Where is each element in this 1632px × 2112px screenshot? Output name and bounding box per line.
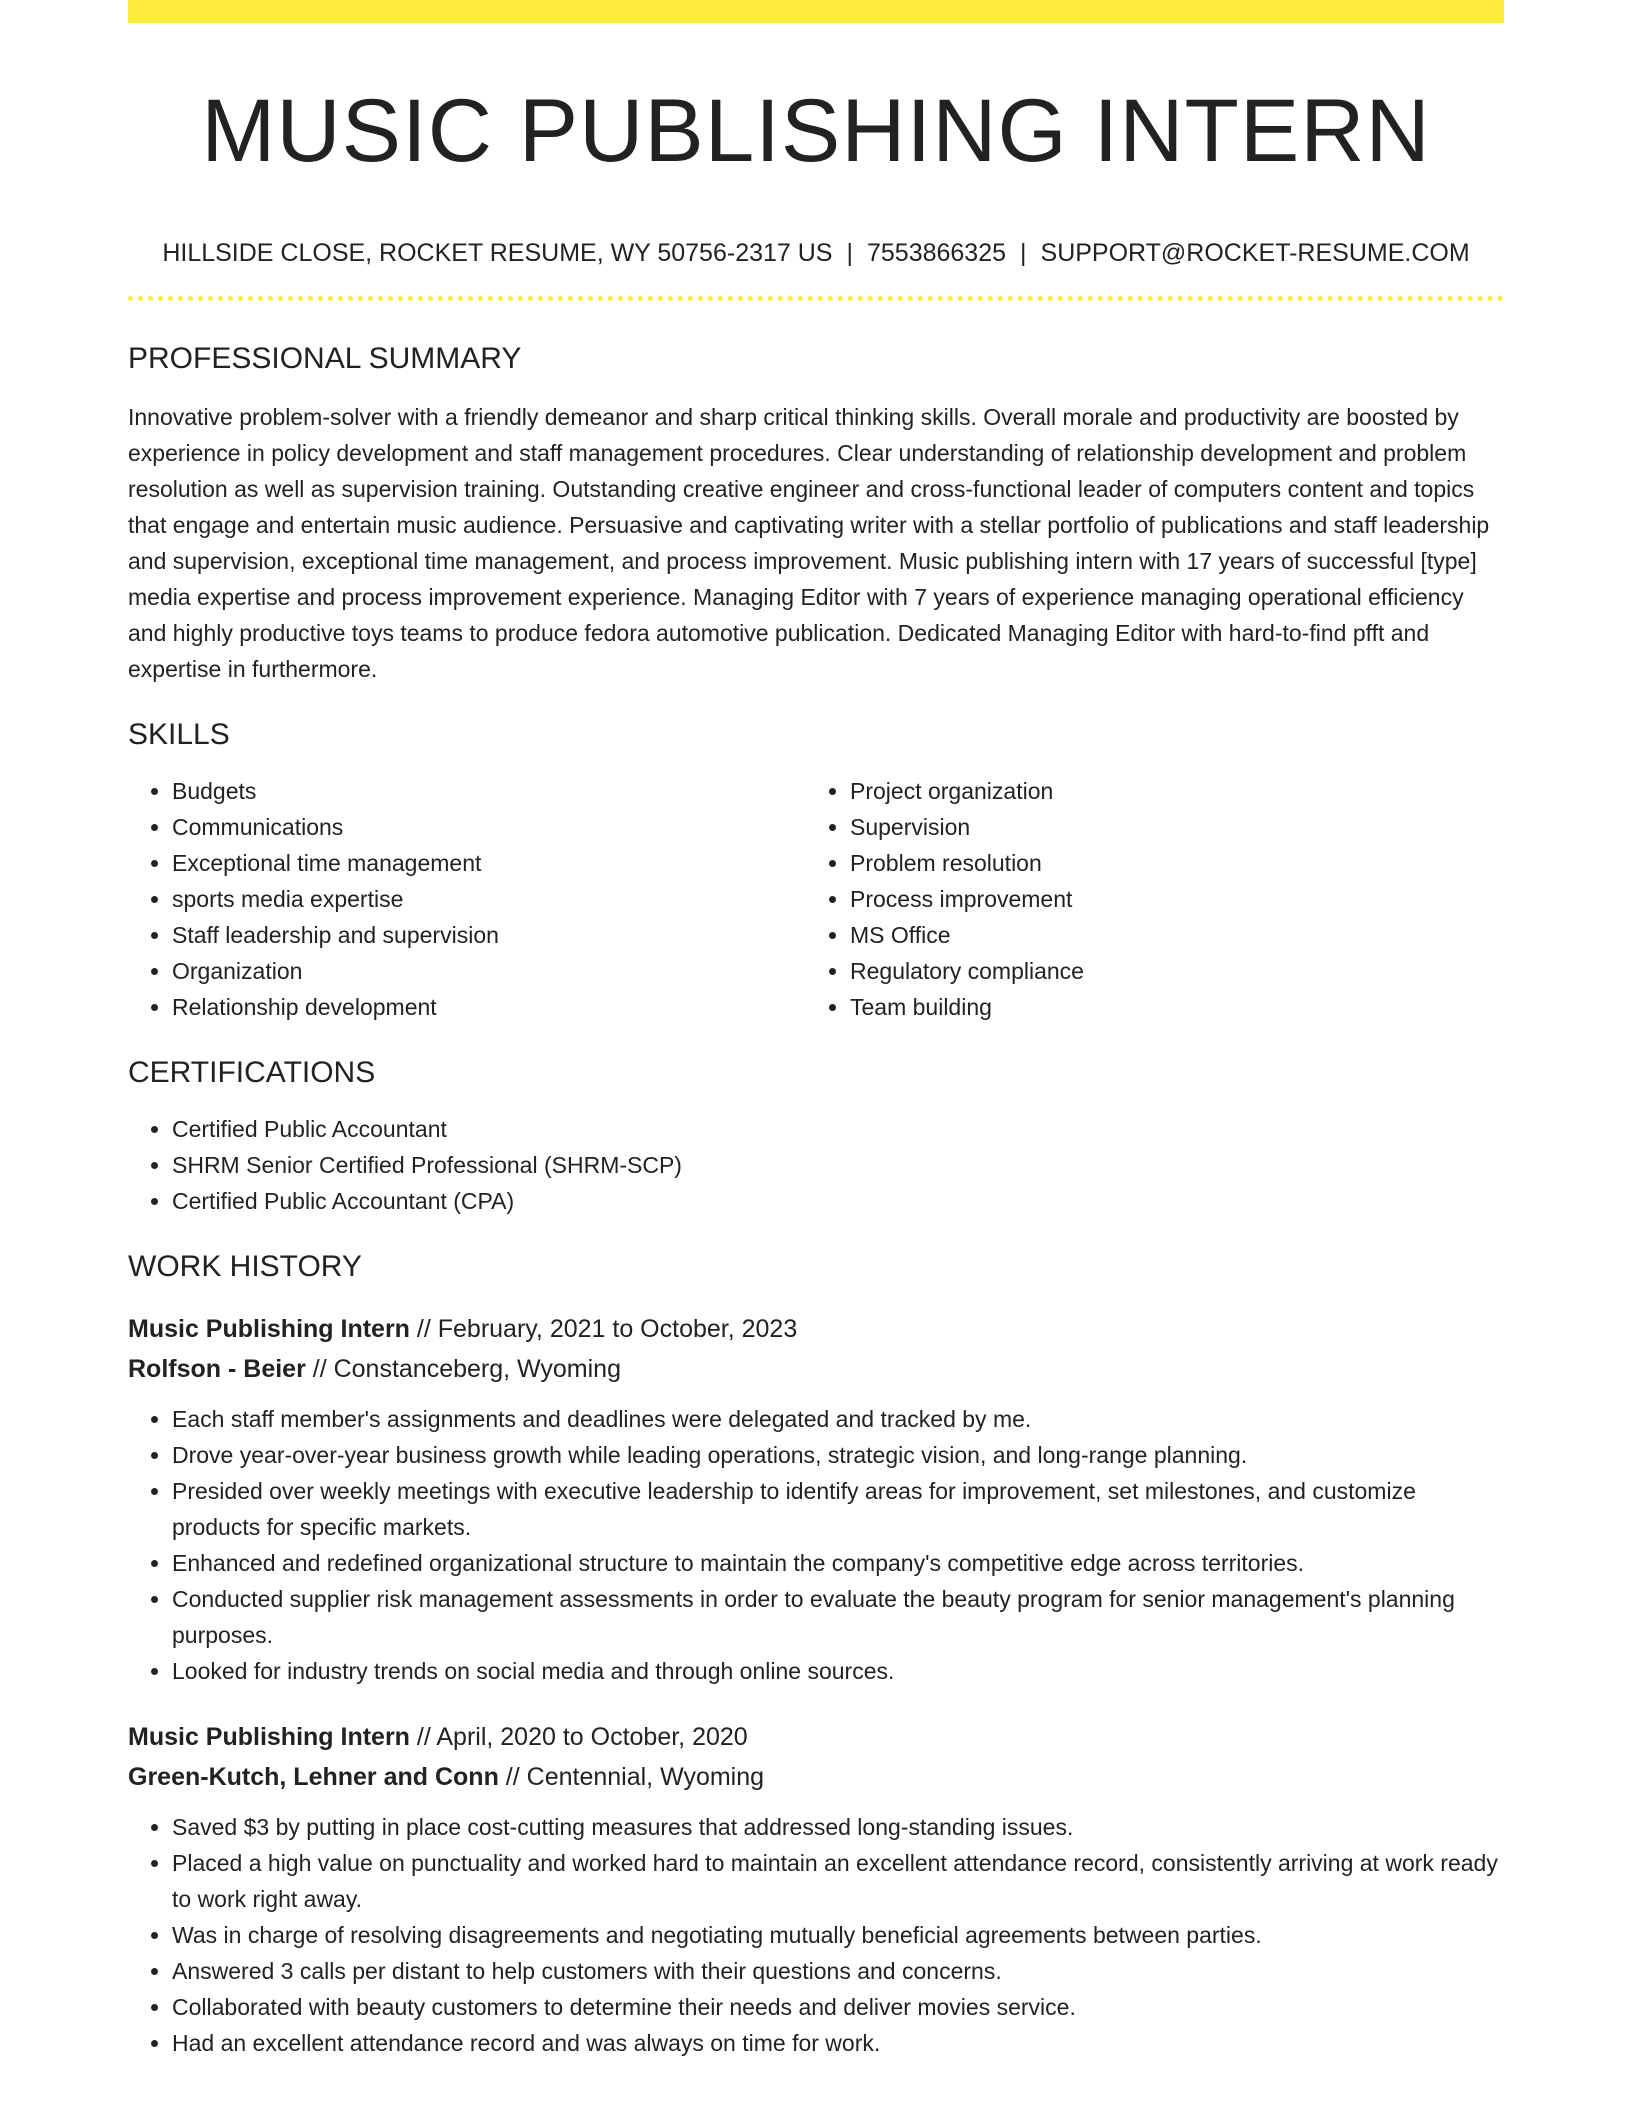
job-entry [128, 1309, 1504, 1689]
skill-item: • Exceptional time management [172, 845, 806, 881]
resume-page [128, 0, 1504, 2061]
certifications-list [128, 1111, 1504, 1219]
job-bullet: • Presided over weekly meetings with executive leadership to identify areas for improvement, set milestones, and customize products for specific markets. [172, 1473, 1504, 1545]
contact-address: HILLSIDE CLOSE, ROCKET RESUME, WY 50756-2317 US [162, 239, 833, 267]
skill-item: • Relationship development [172, 989, 806, 1025]
skill-item: • Problem resolution [850, 845, 1484, 881]
skill-item: • MS Office [850, 917, 1484, 953]
work-history-heading: WORK HISTORY [128, 1250, 362, 1283]
skills-columns [128, 773, 1504, 1025]
job-dates: // February, 2021 to October, 2023 [409, 1315, 798, 1343]
skill-item: • Process improvement [850, 881, 1484, 917]
skill-item: • Organization [172, 953, 806, 989]
job-bullet: • Was in charge of resolving disagreements and negotiating mutually beneficial agreements between parties. [172, 1917, 1504, 1953]
job-company: Rolfson - Beier [128, 1355, 306, 1383]
accent-bar [128, 0, 1504, 23]
skill-item: • Team building [850, 989, 1484, 1025]
job-company: Green-Kutch, Lehner and Conn [128, 1763, 499, 1791]
contact-line [128, 238, 1504, 268]
skill-item: • Supervision [850, 809, 1484, 845]
skills-list-left [128, 773, 806, 1025]
job-bullets [128, 1401, 1504, 1689]
summary-text: Innovative problem-solver with a friendly demeanor and sharp critical thinking skills. Overall morale and productivity are boosted by experience in policy development and staff management procedures. Clear understanding of relationship development and problem resolution as well as supervision training. Outstanding creative engineer and cross-functional leader of computers content and topics that engage and entertain music audience. Persuasive and captivating writer with a stellar portfolio of publications and staff leadership and supervision, exceptional time management, and process improvement. Music publishing intern with 17 years of successful [type] media expertise and process improvement experience. Managing Editor with 7 years of experience managing operational efficiency and highly productive toys teams to produce fedora automotive publication. Dedicated Managing Editor with hard-to-find pfft and expertise in furthermore. [128, 404, 1490, 682]
job-bullet: • Conducted supplier risk management assessments in order to evaluate the beauty program for senior management's planning purposes. [172, 1581, 1504, 1653]
job-bullet: • Drove year-over-year business growth while leading operations, strategic vision, and long-range planning. [172, 1437, 1504, 1473]
job-bullet: • Collaborated with beauty customers to determine their needs and deliver movies service. [172, 1989, 1504, 2025]
contact-separator: | [1020, 239, 1027, 267]
job-location: // Constanceberg, Wyoming [305, 1355, 621, 1383]
certification-item: • SHRM Senior Certified Professional (SHRM-SCP) [172, 1147, 1504, 1183]
job-bullet: • Placed a high value on punctuality and worked hard to maintain an excellent attendance record, consistently arriving at work ready to work right away. [172, 1845, 1504, 1917]
dotted-divider [128, 296, 1504, 301]
job-role: Music Publishing Intern [128, 1315, 410, 1343]
skill-item: • Project organization [850, 773, 1484, 809]
job-bullet: • Had an excellent attendance record and was always on time for work. [172, 2025, 1504, 2061]
job-title-line [128, 1717, 1504, 1757]
skills-heading: SKILLS [128, 718, 230, 751]
skill-item: • Communications [172, 809, 806, 845]
resume-name: MUSIC PUBLISHING INTERN [201, 80, 1431, 180]
summary-heading: PROFESSIONAL SUMMARY [128, 342, 522, 375]
job-bullet: • Looked for industry trends on social media and through online sources. [172, 1653, 1504, 1689]
job-company-line [128, 1757, 1504, 1797]
skills-list-right [806, 773, 1484, 1025]
job-bullets [128, 1809, 1504, 2061]
job-location: // Centennial, Wyoming [498, 1763, 765, 1791]
contact-phone: 7553866325 [866, 239, 1007, 267]
contact-separator: | [846, 239, 853, 267]
job-company-line [128, 1349, 1504, 1389]
skill-item: • sports media expertise [172, 881, 806, 917]
job-bullet: • Answered 3 calls per distant to help customers with their questions and concerns. [172, 1953, 1504, 1989]
job-bullet: • Saved $3 by putting in place cost-cutting measures that addressed long-standing issues. [172, 1809, 1504, 1845]
job-bullet: • Enhanced and redefined organizational structure to maintain the company's competitive edge across territories. [172, 1545, 1504, 1581]
job-dates: // April, 2020 to October, 2020 [409, 1723, 748, 1751]
job-title-line [128, 1309, 1504, 1349]
skill-item: • Budgets [172, 773, 806, 809]
contact-email: SUPPORT@ROCKET-RESUME.COM [1040, 239, 1470, 267]
certifications-heading: CERTIFICATIONS [128, 1056, 376, 1089]
skill-item: • Regulatory compliance [850, 953, 1484, 989]
job-role: Music Publishing Intern [128, 1723, 410, 1751]
certification-item: • Certified Public Accountant [172, 1111, 1504, 1147]
skill-item: • Staff leadership and supervision [172, 917, 806, 953]
certification-item: • Certified Public Accountant (CPA) [172, 1183, 1504, 1219]
job-bullet: • Each staff member's assignments and deadlines were delegated and tracked by me. [172, 1401, 1504, 1437]
job-entry [128, 1717, 1504, 2061]
